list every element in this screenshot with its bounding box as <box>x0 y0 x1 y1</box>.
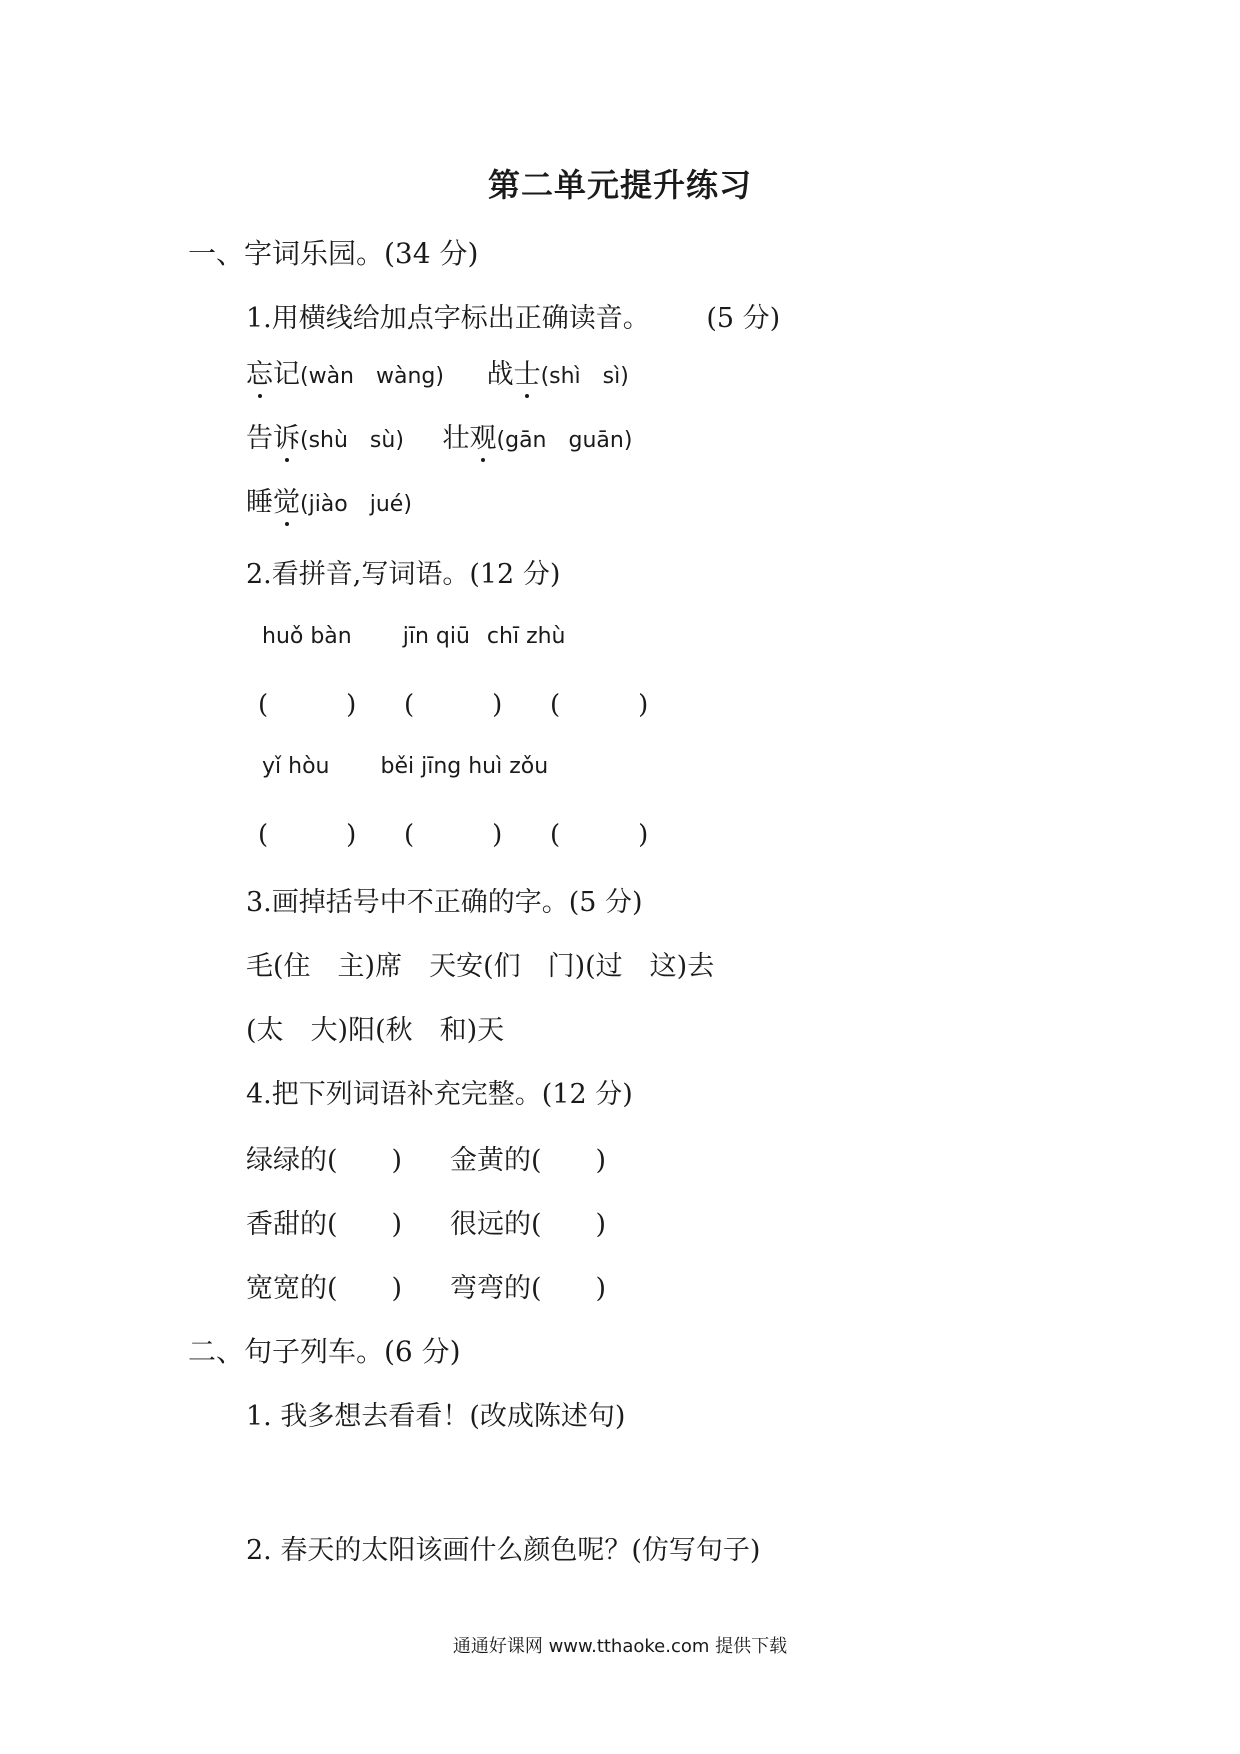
q1-prompt <box>246 296 780 335</box>
q1-item-4-char-dotted: 观 <box>469 423 497 454</box>
q4-item-1: 绿绿的( ) <box>246 1145 403 1176</box>
q2-pinyin-row-2 <box>262 754 548 779</box>
q1-item-1-pinyin: (wàn wàng) <box>300 364 444 389</box>
q3-line-2: (太 大)阳(秋 和)天 <box>246 1015 505 1046</box>
q4-row-2 <box>246 1202 606 1241</box>
q2-answer-row-1 <box>258 684 696 721</box>
q1-item-2-char: 战 <box>486 359 514 390</box>
q2-pinyin-3: chī zhù <box>486 624 566 649</box>
q4-item-4: 很远的( ) <box>450 1209 607 1240</box>
q2-pinyin-6: huì zǒu <box>468 754 549 779</box>
q1-item-5-char-dotted: 觉 <box>273 487 300 518</box>
q1-item-2-pinyin: (shì sì) <box>540 364 629 389</box>
footer-credit: 通通好课网 www.tthaoke.com 提供下载 <box>452 1636 788 1657</box>
q4-row-3 <box>246 1266 606 1305</box>
q2-pinyin-5: běi jīng <box>380 754 462 779</box>
section-2-heading: 二、句子列车。(6 分) <box>188 1335 461 1368</box>
q1-item-3-char: 告 <box>246 423 273 454</box>
q4-item-6: 弯弯的( ) <box>450 1273 607 1304</box>
q1-item-3-pinyin: (shù sù) <box>300 428 404 453</box>
q1-item-5-char: 睡 <box>246 487 273 518</box>
q1-item-2-char-dotted: 士 <box>513 359 541 390</box>
q2-answer-blank[interactable]: ( ) <box>550 820 649 850</box>
q4-item-2: 金黄的( ) <box>450 1145 607 1176</box>
q2-pinyin-row-1 <box>262 624 566 649</box>
q1-item-1-char: 记 <box>273 359 300 390</box>
q2-answer-blank[interactable]: ( ) <box>404 820 503 850</box>
q2-answer-row-2 <box>258 814 696 851</box>
q1-item-1-char-dotted: 忘 <box>246 359 273 390</box>
q4-item-5: 宽宽的( ) <box>246 1273 403 1304</box>
q1-line-1 <box>246 352 629 391</box>
q4-prompt: 4.把下列词语补充完整。(12 分) <box>246 1079 633 1110</box>
section-1-heading: 一、字词乐园。(34 分) <box>188 237 479 270</box>
page-title: 第二单元提升练习 <box>487 166 752 204</box>
q2-answer-blank[interactable]: ( ) <box>550 690 649 720</box>
q1-item-5-pinyin: (jiào jué) <box>300 492 412 517</box>
q3-line-1: 毛(住 主)席 天安(们 门)(过 这)去 <box>246 951 715 982</box>
q1-points: (5 分) <box>706 303 781 334</box>
q2-pinyin-1: huǒ bàn <box>262 624 352 649</box>
q2-pinyin-2: jīn qiū <box>402 624 470 649</box>
q1-prompt-text: 1.用横线给加点字标出正确读音。 <box>246 303 650 334</box>
q1-line-2 <box>246 416 632 455</box>
q2-prompt: 2.看拼音,写词语。(12 分) <box>246 559 561 590</box>
q1-item-4-pinyin: (gān guān) <box>496 428 633 453</box>
q1-item-4-char: 壮 <box>442 423 470 454</box>
q4-item-3: 香甜的( ) <box>246 1209 403 1240</box>
s2-q1: 1. 我多想去看看！(改成陈述句) <box>246 1401 626 1432</box>
q1-item-3-char-dotted: 诉 <box>273 423 300 454</box>
s2-q2: 2. 春天的太阳该画什么颜色呢？(仿写句子) <box>246 1535 761 1566</box>
q4-row-1 <box>246 1138 606 1177</box>
q2-answer-blank[interactable]: ( ) <box>404 690 503 720</box>
q2-pinyin-4: yǐ hòu <box>262 754 330 779</box>
q2-answer-blank[interactable]: ( ) <box>258 820 357 850</box>
q1-line-3 <box>246 480 412 519</box>
q3-prompt: 3.画掉括号中不正确的字。(5 分) <box>246 887 643 918</box>
q2-answer-blank[interactable]: ( ) <box>258 690 357 720</box>
